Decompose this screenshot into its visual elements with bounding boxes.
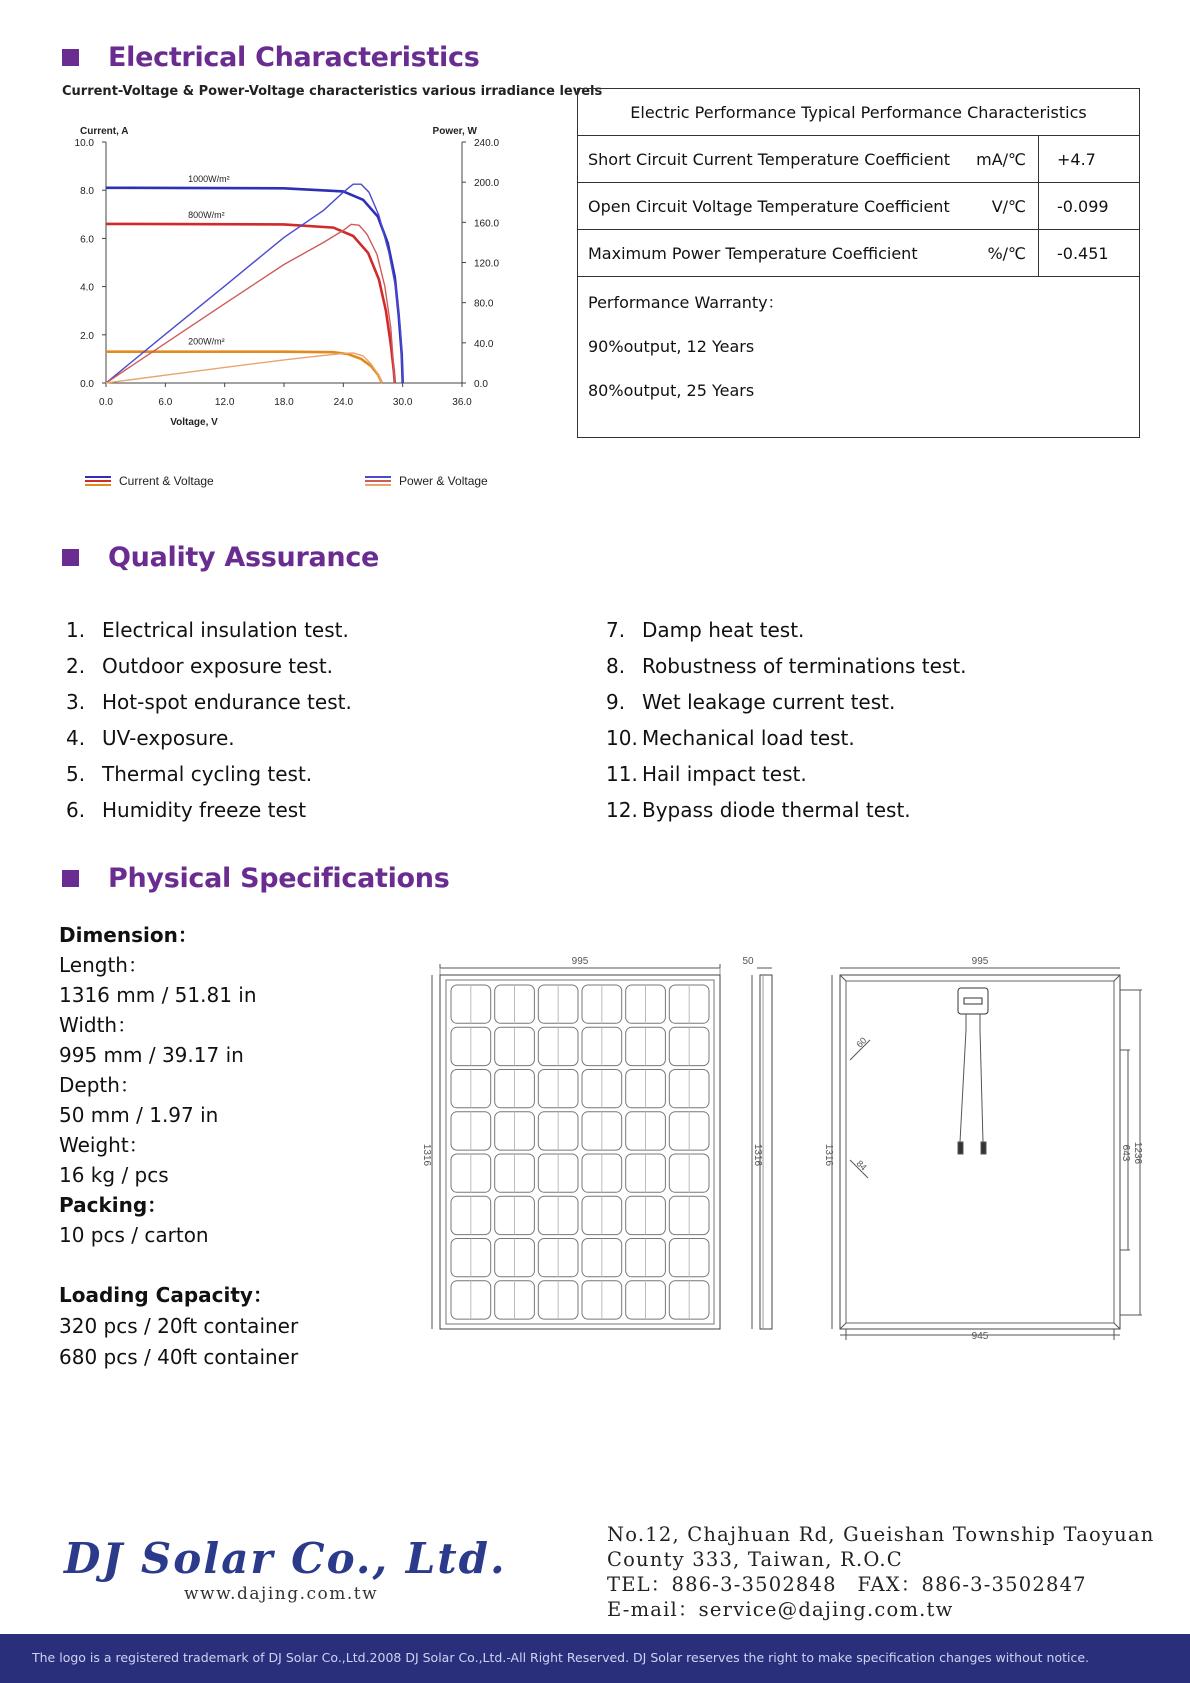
dimension-label: Dimension： bbox=[59, 923, 198, 947]
list-item-number: 6. bbox=[66, 798, 86, 822]
list-item-number: 11. bbox=[606, 762, 638, 786]
irradiance-annotation: 200W/m² bbox=[188, 336, 225, 347]
legend-label: Power & Voltage bbox=[399, 474, 488, 488]
list-item-text: Hot-spot endurance test. bbox=[102, 690, 352, 714]
coefficient-name: Open Circuit Voltage Temperature Coefficient bbox=[578, 183, 966, 230]
list-item-text: Robustness of terminations test. bbox=[642, 654, 967, 678]
x-tick-label: 12.0 bbox=[214, 397, 235, 408]
back-width-dim: 995 bbox=[971, 956, 989, 967]
list-item-text: Damp heat test. bbox=[642, 618, 805, 642]
list-item bbox=[66, 792, 352, 828]
front-view bbox=[432, 964, 720, 1329]
warranty-line: 90%output, 12 Years bbox=[588, 337, 755, 356]
side-depth-dim: 50 bbox=[742, 956, 754, 967]
performance-table bbox=[577, 88, 1140, 438]
cell-grid bbox=[451, 985, 709, 1319]
y-right-tick-label: 120.0 bbox=[474, 258, 500, 270]
x-tick-label: 24.0 bbox=[333, 397, 354, 408]
company-website: www.dajing.com.tw bbox=[184, 1584, 379, 1604]
coefficient-name: Short Circuit Current Temperature Coefficient bbox=[578, 136, 966, 183]
list-item bbox=[606, 648, 967, 684]
loading-value: 320 pcs / 20ft container bbox=[59, 1314, 299, 1338]
list-item-number: 12. bbox=[606, 798, 638, 822]
address-line: No.12, Chajhuan Rd, Gueishan Township Taoyuan bbox=[607, 1523, 1155, 1546]
list-item-text: Thermal cycling test. bbox=[102, 762, 313, 786]
coefficient-value: -0.451 bbox=[1039, 230, 1140, 277]
y-left-tick-label: 2.0 bbox=[80, 330, 94, 342]
spacer bbox=[59, 1250, 298, 1280]
y-left-tick-label: 0.0 bbox=[80, 379, 94, 390]
section-bullet-icon bbox=[62, 49, 79, 66]
back-view bbox=[832, 968, 1142, 1340]
y-right-tick-label: 0.0 bbox=[474, 379, 488, 390]
y-left-tick-label: 4.0 bbox=[80, 282, 94, 294]
qa-list-right bbox=[606, 612, 967, 828]
warranty-row bbox=[578, 277, 1140, 438]
list-item bbox=[606, 612, 967, 648]
list-item bbox=[66, 612, 352, 648]
list-item-number: 9. bbox=[606, 690, 626, 714]
legend-label: Current & Voltage bbox=[119, 474, 214, 488]
address-line: County 333, Taiwan, R.O.C bbox=[607, 1548, 903, 1571]
list-item-text: Outdoor exposure test. bbox=[102, 654, 334, 678]
list-item-text: Humidity freeze test bbox=[102, 798, 307, 822]
front-height-dim: 1316 bbox=[421, 1143, 432, 1167]
width-value: 995 mm / 39.17 in bbox=[59, 1043, 244, 1067]
y-left-tick-label: 6.0 bbox=[80, 234, 94, 246]
x-tick-label: 18.0 bbox=[274, 397, 294, 408]
physical-heading: Physical Specifications bbox=[108, 863, 450, 894]
width-label: Width： bbox=[59, 1013, 138, 1037]
list-item-number: 1. bbox=[66, 618, 86, 642]
address-line: E-mail：service@dajing.com.tw bbox=[607, 1598, 954, 1621]
chart-title: Current-Voltage & Power-Voltage characteristics various irradiance levels bbox=[62, 84, 603, 99]
y-right-axis-label: Power, W bbox=[432, 126, 477, 137]
x-tick-label: 0.0 bbox=[99, 397, 113, 408]
performance-table-header: Electric Performance Typical Performance Characteristics bbox=[578, 89, 1140, 136]
list-item bbox=[66, 648, 352, 684]
packing-label: Packing： bbox=[59, 1193, 168, 1217]
depth-label: Depth： bbox=[59, 1073, 140, 1097]
list-item bbox=[66, 684, 352, 720]
list-item-text: Hail impact test. bbox=[642, 762, 807, 786]
list-item bbox=[66, 756, 352, 792]
y-right-tick-label: 40.0 bbox=[474, 338, 494, 350]
y-left-axis-label: Current, A bbox=[80, 126, 129, 137]
packing-value: 10 pcs / carton bbox=[59, 1223, 209, 1247]
series-line-power bbox=[106, 353, 382, 383]
depth-value: 50 mm / 1.97 in bbox=[59, 1103, 219, 1127]
section-bullet-icon bbox=[62, 870, 79, 887]
list-item bbox=[66, 720, 352, 756]
electrical-heading: Electrical Characteristics bbox=[108, 42, 480, 73]
coefficient-unit: V/℃ bbox=[965, 183, 1038, 230]
panel-drawing bbox=[421, 950, 1150, 1350]
weight-label: Weight： bbox=[59, 1133, 149, 1157]
list-item-number: 5. bbox=[66, 762, 86, 786]
table-row bbox=[578, 183, 1140, 230]
table-row bbox=[578, 230, 1140, 277]
list-item-number: 3. bbox=[66, 690, 86, 714]
length-label: Length： bbox=[59, 953, 148, 977]
electrical-section-header bbox=[62, 42, 479, 73]
y-left-tick-label: 8.0 bbox=[80, 186, 94, 198]
y-right-tick-label: 240.0 bbox=[474, 138, 500, 149]
back-dim-a: 643 bbox=[1120, 1144, 1131, 1162]
physical-section-header bbox=[62, 863, 450, 894]
series-line-power bbox=[106, 224, 395, 383]
x-tick-label: 30.0 bbox=[392, 397, 413, 408]
series-line-current bbox=[106, 224, 395, 383]
back-hole-a: 60 bbox=[854, 1035, 869, 1050]
back-height-dim: 1316 bbox=[823, 1143, 834, 1167]
coefficient-value: +4.7 bbox=[1039, 136, 1140, 183]
footer-notice: The logo is a registered trademark of DJ Solar Co.,Ltd.2008 DJ Solar Co.,Ltd.-All Right Reserved. DJ Solar reserves the right to make specification changes without notice. bbox=[32, 1650, 1090, 1665]
irradiance-annotation: 1000W/m² bbox=[188, 173, 230, 184]
y-right-tick-label: 80.0 bbox=[474, 298, 494, 310]
list-item-text: Mechanical load test. bbox=[642, 726, 855, 750]
list-item-text: Wet leakage current test. bbox=[642, 690, 896, 714]
irradiance-annotation: 800W/m² bbox=[188, 209, 225, 220]
list-item-number: 2. bbox=[66, 654, 86, 678]
weight-value: 16 kg / pcs bbox=[59, 1163, 169, 1187]
length-value: 1316 mm / 51.81 in bbox=[59, 983, 257, 1007]
physical-specs bbox=[59, 920, 298, 1372]
x-tick-label: 36.0 bbox=[452, 397, 472, 408]
company-address bbox=[607, 1522, 1155, 1622]
company-logo: DJ Solar Co., Ltd. bbox=[64, 1534, 507, 1583]
warranty-title: Performance Warranty： bbox=[588, 293, 784, 312]
list-item bbox=[606, 684, 967, 720]
list-item-text: Bypass diode thermal test. bbox=[642, 798, 911, 822]
y-right-tick-label: 200.0 bbox=[474, 178, 500, 190]
x-axis-label: Voltage, V bbox=[170, 417, 218, 428]
iv-pv-chart bbox=[60, 118, 560, 508]
address-line: TEL：886-3-3502848 FAX：886-3-3502847 bbox=[607, 1573, 1087, 1596]
coefficient-value: -0.099 bbox=[1039, 183, 1140, 230]
list-item-number: 8. bbox=[606, 654, 626, 678]
coefficient-unit: %/℃ bbox=[965, 230, 1038, 277]
list-item-text: UV-exposure. bbox=[102, 726, 235, 750]
coefficient-unit: mA/℃ bbox=[965, 136, 1038, 183]
list-item-text: Electrical insulation test. bbox=[102, 618, 349, 642]
quality-section-header bbox=[62, 542, 379, 573]
list-item-number: 10. bbox=[606, 726, 638, 750]
table-row bbox=[578, 136, 1140, 183]
x-tick-label: 6.0 bbox=[158, 397, 173, 408]
list-item bbox=[606, 792, 967, 828]
warranty-line: 80%output, 25 Years bbox=[588, 381, 755, 400]
section-bullet-icon bbox=[62, 549, 79, 566]
back-dim-b: 1236 bbox=[1132, 1141, 1143, 1165]
quality-heading: Quality Assurance bbox=[108, 542, 380, 573]
y-left-tick-label: 10.0 bbox=[74, 138, 94, 149]
side-height-dim: 1316 bbox=[752, 1143, 763, 1167]
list-item-number: 7. bbox=[606, 618, 626, 642]
loading-value: 680 pcs / 40ft container bbox=[59, 1345, 299, 1369]
back-inner-width-dim: 945 bbox=[971, 1331, 989, 1342]
warranty-cell bbox=[578, 277, 1140, 438]
list-item-number: 4. bbox=[66, 726, 86, 750]
list-item bbox=[606, 756, 967, 792]
y-right-tick-label: 160.0 bbox=[474, 218, 500, 230]
series-line-current bbox=[106, 352, 382, 383]
qa-list-left bbox=[66, 612, 352, 828]
loading-label: Loading Capacity： bbox=[59, 1283, 273, 1307]
coefficient-name: Maximum Power Temperature Coefficient bbox=[578, 230, 966, 277]
front-width-dim: 995 bbox=[571, 956, 589, 967]
list-item bbox=[606, 720, 967, 756]
back-hole-b: 84 bbox=[854, 1158, 869, 1173]
